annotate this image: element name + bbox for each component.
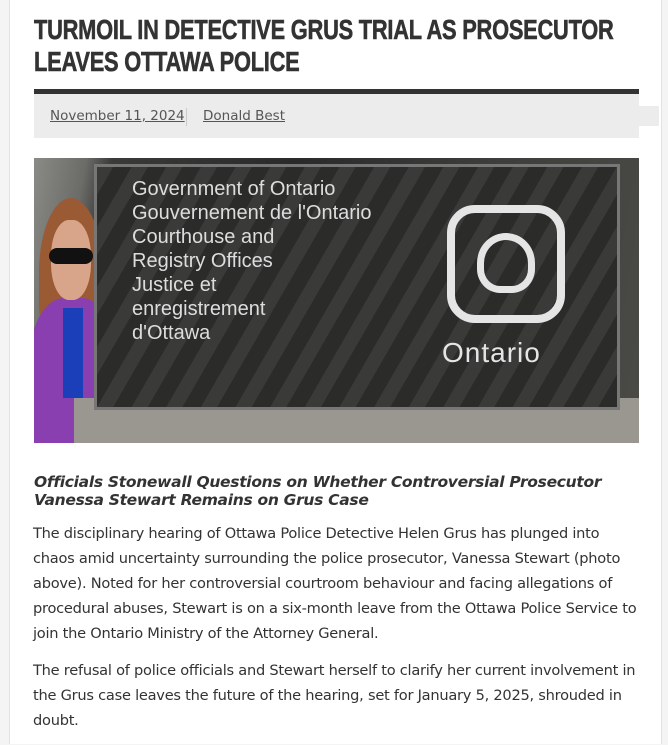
article-body — [33, 521, 645, 745]
meta-bar-edge — [639, 106, 659, 126]
article-title: TURMOIL IN DETECTIVE GRUS TRIAL AS PROSECUTOR LEAVES OTTAWA POLICE — [34, 14, 614, 77]
paragraph: The refusal of police officials and Stewart herself to clarify her current involvement in the Grus case leaves the future of the hearing, set for January 5, 2025, shrouded in doubt. — [33, 662, 636, 729]
meta-separator — [186, 108, 187, 126]
post-date-link[interactable]: November 11, 2024 — [50, 108, 185, 124]
paragraph: The disciplinary hearing of Ottawa Police Detective Helen Grus has plunged into chaos amid uncertainty surrounding the police prosecutor, Vanessa Stewart (photo above). Noted for her controversial courtroom behaviour and facing allegations of procedural abuses, Stewart is on a six-month leave from the Ottawa Police Service to join the Ontario Ministry of the Attorney General. — [33, 525, 637, 642]
article-meta-bar — [34, 94, 639, 138]
article-subtitle: Officials Stonewall Questions on Whether Controversial Prosecutor Vanessa Stewart Remains on Grus Case — [34, 473, 602, 509]
sign-text: Government of Ontario Gouvernement de l'Ontario Courthouse and Registry Offices Justice et enregistrement d'Ottawa — [132, 178, 372, 344]
featured-image — [34, 158, 639, 443]
author-link[interactable]: Donald Best — [203, 108, 285, 124]
ontario-logo-icon — [447, 205, 565, 323]
courthouse-sign — [94, 164, 620, 410]
article-card — [9, 0, 662, 744]
ontario-wordmark: Ontario — [442, 337, 541, 368]
